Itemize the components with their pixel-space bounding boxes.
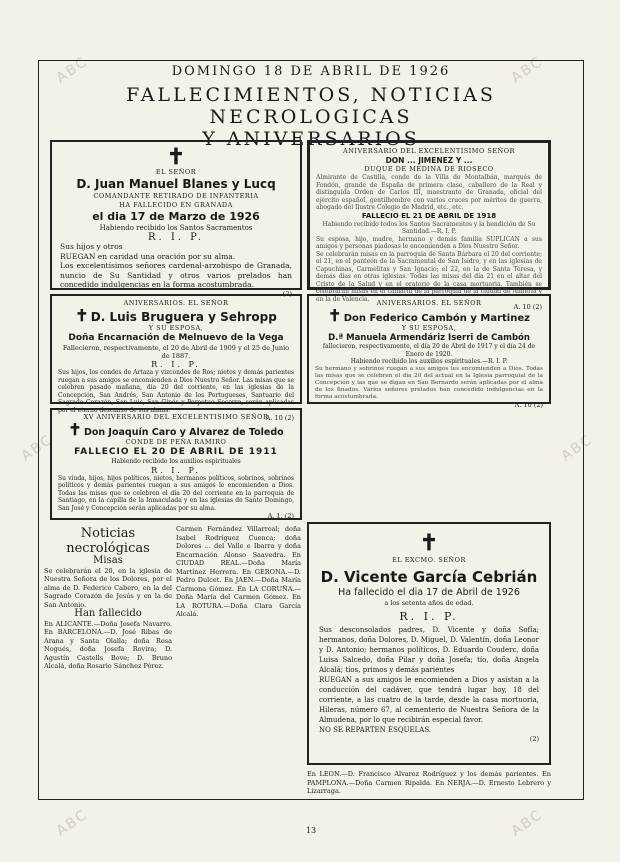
- anniversary-cambon: [307, 294, 551, 409]
- news-column-middle: [176, 525, 301, 765]
- spouse-prefix: Y SU ESPOSA,: [148, 324, 204, 332]
- death-dates: Fallecieron, respectivamente, el 20 de Abril de 1909 y el 25 de Junio de 1887.: [62, 344, 290, 360]
- watermark: ABC: [558, 431, 597, 465]
- news-column-left: [44, 525, 172, 765]
- obituary-prefix: ANIVERSARIOS. EL SEÑOR: [123, 299, 229, 307]
- watermark: ABC: [53, 806, 92, 840]
- no-cards-notice: NO SE REPARTEN ESQUELAS.: [319, 726, 432, 734]
- rip: R. I. P.: [151, 465, 201, 475]
- cross-icon: ✝: [328, 306, 342, 325]
- deaths-text-continued: Carmen Fernández Villarreal; doña Isabel Rodríguez Cuenca; doña Dolores ... del Valle e Ibarra y doña Encarnación Alonso Saavedra. En CIUDAD REAL.—Doña María Martínez Herrera. En GERONA.—D. Pedro Dulcet. En JAEN.—Doña María Carmona Gómez. En LA CORUÑA.—Doña María del Carmen Gómez. En LA ROTURA.—Doña Clara García Alcalá.: [176, 525, 301, 618]
- anniversary-caro: [50, 408, 302, 520]
- deceased-name: D. Juan Manuel Blanes y Lucq: [76, 177, 276, 191]
- watermark: ABC: [508, 53, 547, 87]
- obituary-prefix: XV ANIVERSARIO DEL EXCELENTISIMO SEÑOR: [83, 413, 269, 421]
- family-request: Su viuda, hijos, hijos políticos, nietos, hermanos políticos, sobrinos, sobrinos políticos y demás parientes ruegan a sus amigos le encomienden a Dios. Todas las misas que se celebren el día 20 del corriente en la parroquia de Santiago, en la capilla de la Inmaculada y en las iglesias de Santo Domingo, San José y Concepción serán aplicadas por su alma.: [58, 474, 294, 512]
- masses-schedule: Se celebrarán misas en la parroquia de Santa Bárbara el 20 del corriente; el 21, en el panteón de la Sacramental de San Isidro, y en las iglesias de Capuchinas, Carmelitas y San Ignacio; el 22, en la de Santa Teresa, y demás días en otras iglesias. Todas las misas del día 21 en el altar del Cristo de la Salud y en el oratorio de la casa mortuoria. También se celebrarán misas en el camarín de la parroquia de la ciudad de Almería y en la de Valencia.: [316, 250, 542, 303]
- death-place: HA FALLECIDO EN GRANADA: [119, 201, 233, 209]
- reference-code: (2): [282, 289, 292, 298]
- indulgence-note: Los excelentísimos señores cardenal-arzobispo de Granada, nuncio de Su Santidad y otros varios prelados han concedido indulgencias en la forma acostumbrada.: [60, 261, 292, 289]
- family-line: Sus hijos y otros: [60, 242, 123, 251]
- deceased-name: D. Luis Bruguera y Sehropp: [90, 310, 277, 324]
- obituary-prefix: ANIVERSARIOS. EL SEÑOR: [376, 299, 482, 307]
- deceased-name: Don Federico Cambón y Martinez: [343, 313, 530, 324]
- death-date: el dia 17 de Marzo de 1926: [92, 210, 260, 223]
- deceased-name: DON ... JIMENEZ Y ...: [385, 156, 473, 165]
- deaths-heading: Han fallecido: [74, 608, 142, 619]
- cross-icon: ✝: [419, 530, 439, 556]
- reference-code: A. 10 (2): [513, 303, 542, 311]
- title-line-2: Y ANIVERSARIOS: [202, 128, 420, 150]
- spouse-name: Doña Encarnación de Melnuevo de la Vega: [68, 333, 284, 343]
- news-footer: [307, 770, 551, 798]
- cross-icon: ✝: [75, 306, 89, 325]
- age-note: a los setenta años de edad.: [384, 599, 474, 607]
- news-title: Noticias necrológicas: [66, 526, 150, 556]
- masses-text: Se celebrarán el 20, en la iglesia de Nuestra Señora de los Dolores, por el alma de D. Federico Cabero, en la del Sagrado Corazón de Jesús y en la de San Antonio.: [44, 566, 172, 609]
- reference-code: A. 10 (2): [514, 400, 543, 409]
- family-list: Sus desconsolados padres, D. Vicente y doña Sofía; hermanos, doña Dolores, D. Miguel, D. Valentín, doña Leonor y D. Antonio; hermanos políticos, D. Eduardo Couderc, doña Luisa Salcedo, doña Pilar y doña Josefa; tío, doña Angela Alcalá; tíos, primos y demás parientes: [319, 626, 539, 674]
- deceased-title: DUQUE DE MEDINA DE RIOSECO: [364, 165, 494, 173]
- rip: R. I. P.: [151, 360, 201, 369]
- deaths-text-footer: En LEON.—D. Francisco Alvarez Rodríguez y los demás parientes. En PAMPLONA.—Doña Carmen Ripalda. En NERJA.—D. Ernesto Lebrero y Lizarraga.: [307, 770, 551, 795]
- sacraments-note: Habiendo recibido todos los Santos Sacramentos y la bendición de Su Santidad.—R. I. P.: [322, 220, 536, 235]
- watermark: ABC: [53, 53, 92, 87]
- title-line-1: FALLECIMIENTOS, NOTICIAS NECROLOGICAS: [126, 84, 496, 128]
- deaths-text: En ALICANTE.—Doña Josefa Navarro. En BARCELONA.—D. José Ribas de Arana y Santa Olalla; doña Rosa Nogués, doña Josefa Rovira; D. Agustín Castells Bove; D. Bruno Alcalá, doña Rosario Sánchez Pérez.: [44, 619, 172, 670]
- spouse-prefix: Y SU ESPOSA,: [401, 324, 457, 332]
- titles-list: Almirante de Castilla, conde de la Villa de Montalbán, marqués de Fondón, grande de España de primera clase, caballero de la Real y distinguida Orden de Carlos III, maestrante de Granada, oficial del ejército español, gentilhombre con varios cruces por méritos de guerra, abogado del Ilustre Colegio de Madrid, etc., etc.: [316, 174, 542, 211]
- deceased-name: Don Joaquín Caro y Alvarez de Toledo: [83, 427, 284, 438]
- watermark: ABC: [18, 431, 57, 465]
- prayer-request: RUEGAN a sus amigos le encomienden a Dios y asistan a la conducción del cadáver, que tendrá lugar hoy, 18 del corriente, a las cuatro de la tarde, desde la casa mortuoria, Hileras, número 67, al cementerio de Nuestra Señora de la Almudena, por lo que recibirán especial favor.: [319, 676, 539, 724]
- obituary-prefix: EL EXCMO. SEÑOR: [392, 556, 466, 564]
- obituary-prefix: ANIVERSARIO DEL EXCELENTISIMO SEÑOR: [343, 147, 515, 155]
- spouse-name: D.ª Manuela Armendáriz Iserri de Cambón: [328, 333, 530, 343]
- obituary-blanes: [50, 140, 302, 298]
- prayer-request: RUEGAN en caridad una oración por su alma.: [60, 251, 236, 261]
- page-date: DOMINGO 18 DE ABRIL DE 1926: [171, 64, 451, 79]
- sacraments-note: Habiendo recibido los auxilios espirituales: [111, 458, 241, 465]
- cross-icon: ✝: [68, 420, 82, 439]
- sacraments-note: Habiendo recibido los Santos Sacramentos: [99, 224, 253, 232]
- family-request: Sus hijos, los condes de Artaza y vizcondes de Ros; nietos y demás parientes ruegan a sus amigos se encomienden a Dios Nuestro Señor. Las misas que se celebren pasado mañana, día 20 del corriente, en las iglesias de la Concepción, San Andrés, San Antonio de los Portugueses, Santuario del Sagrado Corazón, San Luis, San Ginés y Perpetuo Socorro, serán aplicadas por el eterno descanso de sus almas.: [58, 369, 294, 414]
- reference-code: A. 1. (2): [267, 512, 294, 520]
- death-date: FALLECIO EL 21 DE ABRIL DE 1918: [361, 211, 497, 220]
- deceased-name: D. Vicente García Cebrián: [320, 568, 538, 586]
- obituary-prefix: EL SEÑOR: [155, 168, 197, 176]
- masses-heading: Misas: [93, 555, 123, 566]
- obituary-garcia-cebrian: [307, 522, 551, 765]
- deceased-title: CONDE DE PEÑA RAMIRO: [125, 438, 227, 446]
- death-dates: fallecieron, respectivamente, el día 20 de Abril de 1917 y el día 24 de Enero de 1920.: [322, 343, 536, 358]
- sacraments-note: Habiendo recibido los auxilios espirituales.—R. I. P.: [350, 358, 508, 365]
- reference-code: (2): [529, 735, 539, 743]
- death-date: Ha fallecido el dia 17 de Abril de 1926: [338, 587, 520, 598]
- deceased-rank: COMANDANTE RETIRADO DE INFANTERIA: [93, 192, 259, 200]
- death-date: FALLECIO EL 20 DE ABRIL DE 1911: [74, 447, 278, 457]
- rip: R. I. P.: [399, 610, 459, 623]
- family-request: Su hermano y sobrinos ruegan a sus amigos les encomienden a Dios. Todas las misas que se celebren el día 20 del actual en la Iglesia parroquial de la Concepción y las que se digan en San Bernardo serán aplicadas por el alma de los finados. Varios señores prelados han concedido indulgencias en la forma acostumbrada.: [315, 365, 543, 400]
- rip: R. I. P.: [147, 232, 205, 243]
- cross-icon: ✝: [166, 144, 186, 170]
- page-number: 13: [305, 826, 317, 835]
- watermark: ABC: [508, 806, 547, 840]
- family-request: Su esposa, hijo, madre, hermano y demás familia SUPLICAN a sus amigos y personas piadosas le encomienden a Dios Nuestro Señor.: [316, 235, 542, 250]
- reference-code: A. 10 (2): [265, 414, 294, 422]
